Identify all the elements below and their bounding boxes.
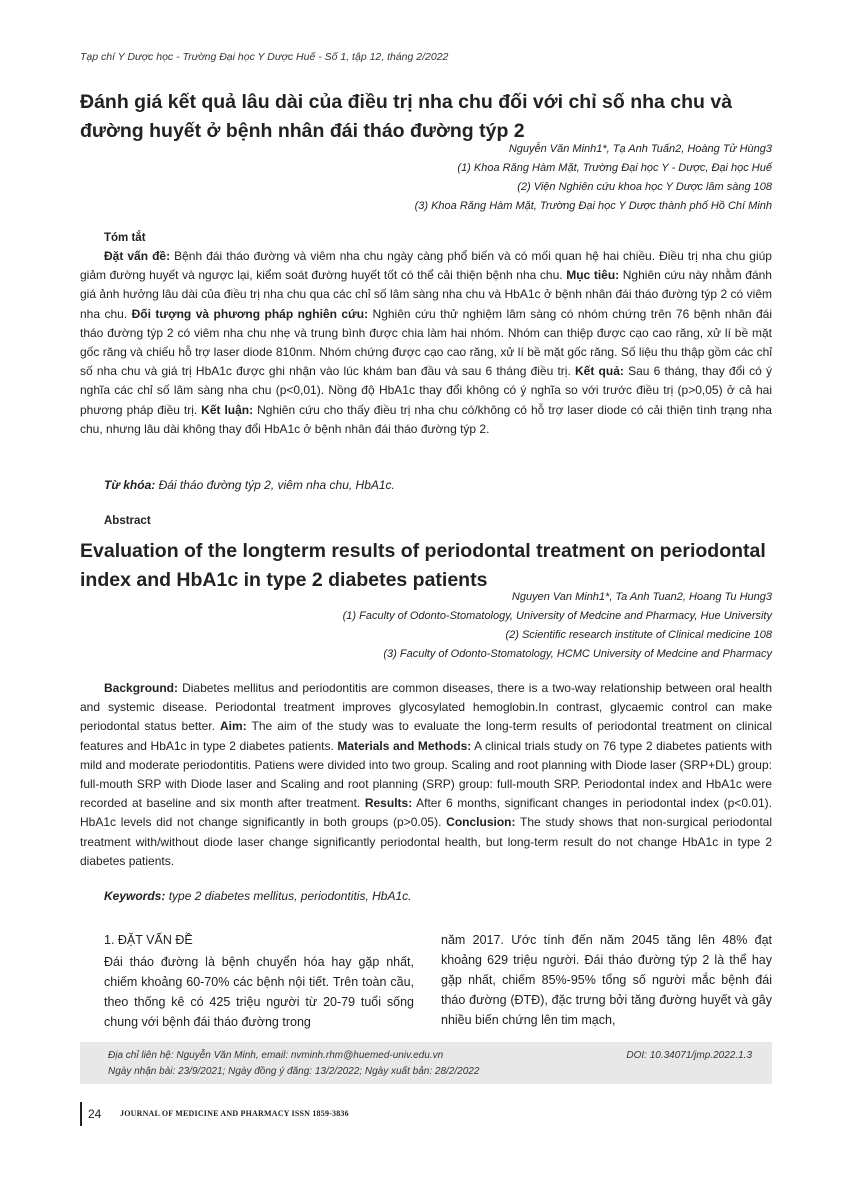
keywords-vietnamese: Từ khóa: Đái tháo đường týp 2, viêm nha chu, HbA1c. xyxy=(104,478,395,492)
intro-paragraph: Đái tháo đường là bệnh chuyển hóa hay gặp nhất, chiếm khoảng 60-70% các bệnh nội tiết. Trên toàn cầu, theo thống kê có 425 triệu người từ 20-79 tuổi sống chung với bệnh đái tháo đường trong xyxy=(104,955,414,1029)
title-english: Evaluation of the longterm results of periodontal treatment on periodontal index and HbA1c in type 2 diabetes patients xyxy=(80,540,766,591)
journal-header: Tạp chí Y Dược học - Trường Đại học Y Dược Huế - Số 1, tập 12, tháng 2/2022 xyxy=(80,51,449,63)
abstract-label-vietnamese: Tóm tắt xyxy=(104,232,146,244)
journal-name-footer: JOURNAL OF MEDICINE AND PHARMACY ISSN 1859-3836 xyxy=(120,1109,349,1118)
contact-info: Địa chỉ liên hệ: Nguyễn Văn Minh, email: nvminh.rhm@huemed-univ.edu.vn xyxy=(108,1050,444,1061)
keywords-label: Từ khóa: xyxy=(104,478,156,492)
lead-conclusion: Conclusion: xyxy=(446,815,516,830)
lead-conclusion: Kết luận: xyxy=(201,402,254,417)
affiliation: (2) Viện Nghiên cứu khoa học Y Dược lâm sàng 108 xyxy=(517,181,772,193)
lead-aim: Mục tiêu: xyxy=(566,268,620,283)
authors-english xyxy=(343,588,772,664)
affiliation: (1) Faculty of Odonto-Stomatology, University of Medcine and Pharmacy, Hue University xyxy=(342,610,772,622)
affiliation: (3) Khoa Răng Hàm Mặt, Trường Đại học Y Dược thành phố Hồ Chí Minh xyxy=(414,200,772,212)
lead-background: Background: xyxy=(104,681,179,695)
section-heading: 1. ĐẶT VẤN ĐỀ xyxy=(104,933,193,947)
intro-right-column: năm 2017. Ước tính đến năm 2045 tăng lên 48% đạt khoảng 629 triệu người. Đái tháo đường týp 2 là thể hay gặp nhất, chiếm 85%-95% tổng số người mắc bệnh đái tháo đường (ĐTĐ), đặc trưng bởi tăng đường huyết và gây nhiều biến chứng lên tim mạch, xyxy=(441,933,772,1027)
affiliation: (2) Scientific research institute of Clinical medicine 108 xyxy=(505,629,772,641)
lead-methods: Materials and Methods: xyxy=(337,738,472,753)
author-list: Nguyễn Văn Minh1*, Tạ Anh Tuấn2, Hoàng Tử Hùng3 xyxy=(508,143,772,155)
authors-vietnamese xyxy=(415,140,772,216)
keywords-english: Keywords: type 2 diabetes mellitus, periodontitis, HbA1c. xyxy=(104,889,412,903)
abstract-english: Background: Diabetes mellitus and periodontitis are common diseases, there is a two-way relationship between oral health and systemic disease. Periodontal treatment improves glycosylated hemoglobin.In contrast, glycaemic control can make periodontal status better. Aim: The aim of the study was to evaluate the long-term results of periodontal treatment on clinical features and HbA1c in type 2 diabetes patients. Materials and Methods: A clinical trials study on 76 type 2 diabetes patients with mild and moderate periodontitis. Patiens were divided into two group. Scaling and root planning with Diode laser (SRP+DL) group: full-mouth SRP with Diode laser and Scaling and root planning (SRP) group: full-mouth SRP. Periodontal index and HbA1c were recorded at baseline and six month after treatment. Results: After 6 months, significant changes in periodontal index (p<0.01). HbA1c levels did not change significantly in both groups (p>0.05). Conclusion: The study shows that non-surgical periodontal treatment with/without diode laser change significantly periodontal health, but long-term result do not change HbA1c in type 2 diabetes patients. xyxy=(80,681,773,868)
lead-results: Results: xyxy=(364,796,413,811)
affiliation: (3) Faculty of Odonto-Stomatology, HCMC University of Medcine and Pharmacy xyxy=(383,648,772,660)
title-vietnamese: Đánh giá kết quả lâu dài của điều trị nha chu đối với chỉ số nha chu và đường huyết ở bệnh nhân đái tháo đường týp 2 xyxy=(80,91,733,142)
keywords-label: Keywords: xyxy=(104,889,166,903)
intro-left-column xyxy=(104,930,414,1032)
page-number: 24 xyxy=(88,1107,102,1121)
lead-background: Đặt vấn đề: xyxy=(104,249,171,263)
lead-results: Kết quả: xyxy=(575,364,624,379)
abstract-vietnamese: Đặt vấn đề: Bệnh đái tháo đường và viêm nha chu ngày càng phổ biến và có mối quan hệ hai chiều. Điều trị nha chu giúp giảm đường huyết và ngược lại, kiểm soát đường huyết tốt có thể cải thiện bệnh nha chu. Mục tiêu: Nghiên cứu này nhằm đánh giá ảnh hưởng lâu dài của điều trị nha chu qua các chỉ số lâm sàng nha chu và HbA1c ở bệnh nhân đái tháo đường týp 2 có viêm nha chu. Đối tượng và phương pháp nghiên cứu: Nghiên cứu thử nghiệm lâm sàng có nhóm chứng trên 76 bệnh nhân đái tháo đường týp 2 có viêm nha chu nhẹ và trung bình được chia làm hai nhóm. Nhóm can thiệp được cạo cao răng, xử lí bề mặt gốc răng và chiếu hỗ trợ laser diode 810nm. Nhóm chứng được cạo cao răng, xử lí bề mặt gốc răng. Số liệu thu thập gồm các chỉ số nha chu và giá trị HbA1c được ghi nhận vào lúc khám ban đầu và sau 6 tháng điều trị. Kết quả: Sau 6 tháng, thay đổi có ý nghĩa các chỉ số lâm sàng nha chu (p<0,01). Nồng độ HbA1c thay đổi không có ý nghĩa so với trước điều trị (p>0,05) ở cả hai phương pháp điều trị. Kết luận: Nghiên cứu cho thấy điều trị nha chu có/không có hỗ trợ laser diode có cải thiện tình trạng nha chu, nhưng lâu dài không thay đổi HbA1c ở bệnh nhân đái tháo đường týp 2. xyxy=(80,249,773,436)
publication-dates: Ngày nhận bài: 23/9/2021; Ngày đồng ý đăng: 13/2/2022; Ngày xuất bản: 28/2/2022 xyxy=(108,1066,480,1077)
footer-contact-box xyxy=(80,1042,772,1084)
affiliation: (1) Khoa Răng Hàm Mặt, Trường Đại học Y - Dược, Đại học Huế xyxy=(457,162,772,174)
author-list: Nguyen Van Minh1*, Ta Anh Tuan2, Hoang Tu Hung3 xyxy=(511,591,772,603)
doi: DOI: 10.34071/jmp.2022.1.3 xyxy=(626,1050,752,1061)
abstract-label-english: Abstract xyxy=(104,515,151,527)
page-number-bar xyxy=(80,1102,82,1126)
lead-methods: Đối tượng và phương pháp nghiên cứu: xyxy=(131,306,369,321)
lead-aim: Aim: xyxy=(220,719,247,734)
